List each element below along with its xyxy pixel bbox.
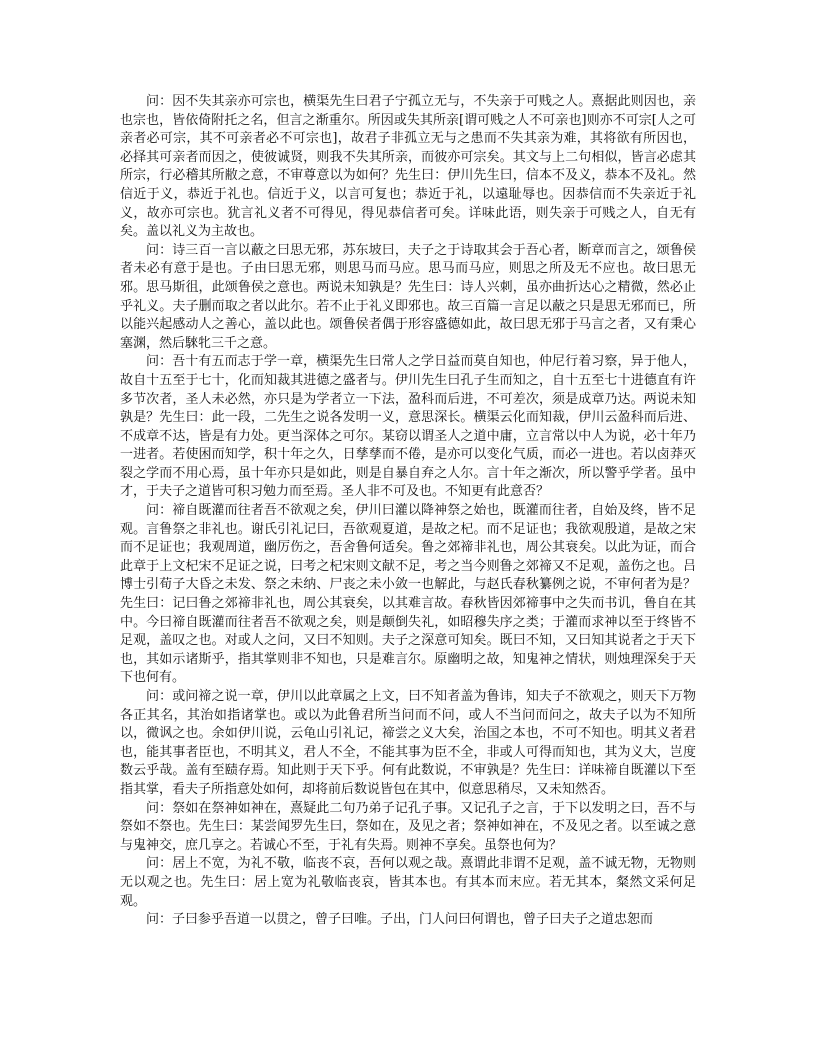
paragraph-qa-8: 问：子曰参乎吾道一以贯之，曾子曰唯。子出，门人问曰何谓也，曾子曰夫子之道忠恕而	[146, 912, 654, 928]
paragraph-qa-4: 问：禘自既灌而往者吾不欲观之矣，伊川曰灌以降神祭之始也，既灌而往者，自始及终，皆不足观。言鲁祭之非礼也。谢氏引礼记曰，吾欲观夏道，是故之杞。而不足证也；我欲观殷道，是故之宋而不足证也；我观周道，幽厉伤之，吾舍鲁何适矣。鲁之郊禘非礼也，周公其衰矣。以此为证，而合此章于上文杞宋不足证之说，曰考之杞宋则文献不足，考之当今则鲁之郊禘又不足观，盖伤之也。吕博士引荀子大昏之未发、祭之未纳、尸丧之未小敛一也解此，与赵氏春秋纂例之说，不审何者为是？先生曰：记曰鲁之郊禘非礼也，周公其衰矣，以其难言故。春秋皆因郊禘事中之失而书讥，鲁自在其中。今曰禘自既灌而往者吾不欲观之矣，则是颠倒失礼，如昭穆失序之类；于灌而求神以至于终皆不足观，盖叹之也。对或人之问，又曰不知则。夫子之深意可知矣。既曰不知，又曰知其说者之于天下也，其如示诸斯乎，指其掌则非不知也，只是难言尔。原幽明之故，知鬼神之情状，则烛理深矣于天下也何有。	[120, 503, 696, 686]
paragraph-qa-5: 问：或问禘之说一章，伊川以此章属之上文，曰不知者盖为鲁讳，知夫子不欲观之，则天下万物各正其名，其治如指诸掌也。或以为此鲁君所当问而不问，或人不当问而问之，故夫子以为不知所以，微讽之也。余如伊川说，云龟山引礼记，禘尝之义大矣，治国之本也，不可不知也。明其义者君也，能其事者臣也，不明其义，君人不全，不能其事为臣不全，非或人可得而知也，其为义大，岂度数云乎哉。盖有至赜存焉。知此则于天下乎。何有此数说，不审孰是？先生曰：详味禘自既灌以下至指其掌，看夫子所指意处如何，却将前后数说皆包在其中，似意思稍尽，又未知然否。	[120, 689, 696, 797]
paragraph-qa-1: 问：因不失其亲亦可宗也，横渠先生曰君子宁孤立无与，不失亲于可贱之人。熹据此则因也，亲也宗也，皆依倚附托之名，但言之渐重尔。所因或失其所亲[谓可贱之人不可亲也]则亦不可宗[人之可亲者必可宗，其不可亲者必不可宗也]，故君子非孤立无与之患而不失其亲为难，其将欲有所因也，必择其可亲者而因之，使彼诚贤，则我不失其所亲，而彼亦可宗矣。其文与上二句相似，皆言必虑其所宗，行必稽其所敝之意，不审尊意以为如何？先生曰：伊川先生曰，信本不及义，恭本不及礼。然信近于义，恭近于礼也。信近于义，以言可复也；恭近于礼，以遠耻辱也。因恭信而不失亲近于礼义，故亦可宗也。犹言礼义者不可得见，得见恭信者可矣。详味此语，则失亲于可贱之人，自无有矣。盖以礼义为主故也。	[120, 94, 696, 240]
document-page	[120, 93, 696, 930]
paragraph-qa-6: 问：祭如在祭神如神在，熹疑此二句乃弟子记孔子事。又记孔子之言，于下以发明之曰，吾不与祭如不祭也。先生曰：某尝闻罗先生曰，祭如在，及见之者；祭神如神在，不及见之者。以至诚之意与鬼神交，庶几享之。若诚心不至，于礼有失焉。则神不享矣。虽祭也何为？	[120, 800, 696, 853]
paragraph-qa-7: 问：居上不宽，为礼不敬，临丧不哀，吾何以观之哉。熹谓此非谓不足观，盖不诚无物，无物则无以观之也。先生曰：居上宽为礼敬临丧哀，皆其本也。有其本而末应。若无其本，粲然文采何足观。	[120, 856, 696, 909]
paragraph-qa-3: 问：吾十有五而志于学一章，横渠先生曰常人之学日益而莫自知也，仲尼行着习察，异于他人，故自十五至于七十，化而知裁其进德之盛者与。伊川先生曰孔子生而知之，自十五至七十进德直有许多节次者，圣人未必然，亦只是为学者立一下法，盈科而后进，不可差次，须是成章乃达。两说未知孰是？先生曰：此一段，二先生之说各发明一义，意思深长。横渠云化而知裁，伊川云盈科而后进、不成章不达，皆是有力处。更当深体之可尔。某窃以谓圣人之道中庸，立言常以中人为说，必十年乃一进者。若使困而知学，积十年之久，日孳孳而不倦，是亦可以变化气质，而必一进也。若以卤莽灭裂之学而不用心焉，虽十年亦只是如此，则是自暴自弃之人尔。言十年之渐次，所以警乎学者。虽中才，于夫子之道皆可积习勉力而至焉。圣人非不可及也。不知更有此意否？	[120, 354, 696, 500]
paragraph-qa-2: 问：诗三百一言以蔽之曰思无邪，苏东坡曰，夫子之于诗取其会于吾心者，断章而言之，颂鲁侯者未必有意于是也。子由曰思无邪，则思马而马应。思马而马应，则思之所及无不应也。故曰思无邪。思马斯徂，此颂鲁侯之意也。两说未知孰是？先生曰：诗人兴刺，虽亦曲折达心之精微，然必止乎礼义。夫子删而取之者以此尔。若不止于礼义即邪也。故三百篇一言足以蔽之只是思无邪而已，所以能兴起感动人之善心，盖以此也。颂鲁侯者偶于形容盛德如此，故曰思无邪于马言之者，又有秉心塞渊，然后騋牝三千之意。	[120, 242, 696, 351]
